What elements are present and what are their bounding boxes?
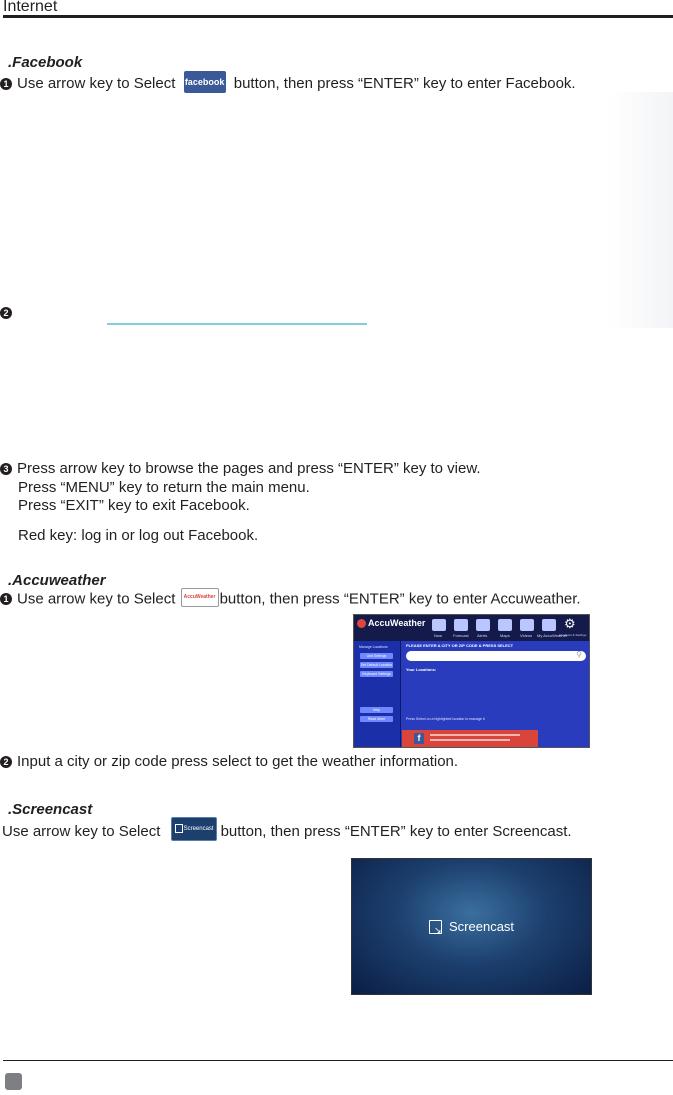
my-accuweather-icon — [542, 619, 556, 631]
sidebar-button: Help — [360, 707, 393, 713]
step-bullet: 2 — [0, 307, 12, 319]
facebook-button-label: facebook — [184, 77, 225, 87]
accuweather-screenshot — [353, 614, 590, 748]
alerts-icon — [476, 619, 490, 631]
maps-icon — [498, 619, 512, 631]
screencast-cast-icon — [175, 824, 183, 833]
facebook-button-image — [184, 71, 226, 93]
facebook-step-3-line-2: Press “MENU” key to return the main menu. — [18, 479, 310, 496]
screencast-screenshot — [351, 858, 592, 995]
facebook-step-3-line-1 — [0, 460, 481, 478]
accuweather-button-image — [181, 588, 219, 607]
nav-label: Now — [434, 633, 443, 638]
sidebar-button: Keyboard Settings — [360, 671, 393, 677]
nav-label: Maps — [500, 633, 510, 638]
facebook-f-icon: f — [414, 733, 424, 744]
page-header-title: Internet — [3, 0, 58, 15]
accuweather-step-2-text: Input a city or zip code press select to get the weather information. — [17, 753, 459, 770]
nav-label: My AccuWeather — [537, 633, 568, 638]
screencast-step-post: button, then press “ENTER” key to enter Screencast. — [220, 822, 572, 840]
facebook-step-1-bold: press “ENTER” key to enter Facebook. — [317, 74, 576, 92]
facebook-step-1-post: button, then — [233, 74, 313, 92]
facebook-heading: .Facebook — [8, 54, 83, 71]
facebook-step-3-line-3: Press “EXIT” key to exit Facebook. — [18, 497, 250, 514]
step-bullet: 1 — [0, 593, 12, 605]
nav-label: Locations & Settings — [559, 633, 587, 637]
screencast-step — [2, 820, 572, 844]
footer-rule — [3, 1060, 673, 1061]
promo-text-line — [430, 734, 520, 736]
accuweather-step-1-post: button, then press “ENTER” key to enter Accuweather. — [219, 590, 581, 608]
facebook-red-key-note: Red key: log in or log out Facebook. — [18, 527, 259, 544]
accuweather-step-1 — [0, 590, 581, 609]
facebook-step-1 — [0, 73, 576, 95]
forecast-icon — [454, 619, 468, 631]
step-bullet: 2 — [0, 756, 12, 768]
sidebar-button: Read More — [360, 716, 393, 722]
accuweather-topbar — [354, 615, 589, 641]
nav-label: Videos — [520, 633, 533, 638]
facebook-step-2 — [0, 304, 17, 322]
page-number-badge — [5, 1073, 22, 1090]
promo-text-line — [430, 739, 510, 741]
your-locations-label: Your Locations: — [406, 667, 437, 672]
screencast-button-label: Screencast — [183, 826, 214, 832]
screencast-step-pre: Use arrow key to Select — [2, 822, 161, 840]
videos-icon — [520, 619, 534, 631]
facebook-step-3-text-1: Press arrow key to browse the pages and press “ENTER” key to view. — [17, 460, 481, 477]
screencast-screen-label: Screencast — [449, 919, 515, 934]
sidebar-title: Manage Locations — [359, 645, 388, 649]
settings-gear-icon: ⚙ — [564, 616, 576, 631]
screenshot-edge — [608, 92, 673, 328]
facebook-promo-banner — [402, 730, 538, 747]
accuweather-step-2 — [0, 753, 458, 771]
search-icon: ⚲ — [576, 650, 582, 659]
accuweather-step-1-pre: Use arrow key to Select — [17, 590, 176, 608]
city-search-input — [406, 651, 586, 661]
search-prompt: PLEASE ENTER A CITY OR ZIP CODE & PRESS SELECT — [406, 643, 514, 648]
step-bullet: 3 — [0, 463, 12, 475]
nav-label: Alerts — [477, 633, 488, 638]
now-icon — [432, 619, 446, 631]
underline-divider — [107, 323, 367, 325]
nav-label: Forecast — [453, 633, 469, 638]
accuweather-heading: .Accuweather — [8, 572, 106, 589]
step-bullet: 1 — [0, 78, 12, 90]
accuweather-logo-icon — [357, 619, 366, 628]
screencast-cast-arrow-icon: ↘ — [434, 925, 442, 935]
sidebar-button: Unit Settings — [360, 653, 393, 659]
header-rule — [3, 15, 673, 18]
accuweather-logo: AccuWeather — [368, 618, 426, 628]
facebook-step-1-pre: Use arrow key to Select — [17, 74, 176, 92]
locations-hint: Press Select on a highlighted location to manage it — [406, 717, 485, 721]
accuweather-button-label: AccuWeather — [183, 594, 216, 600]
accuweather-sidebar — [354, 641, 401, 747]
screencast-heading: .Screencast — [8, 801, 93, 818]
sidebar-button: Set Default Location — [360, 663, 393, 667]
screencast-button-image — [171, 817, 217, 841]
